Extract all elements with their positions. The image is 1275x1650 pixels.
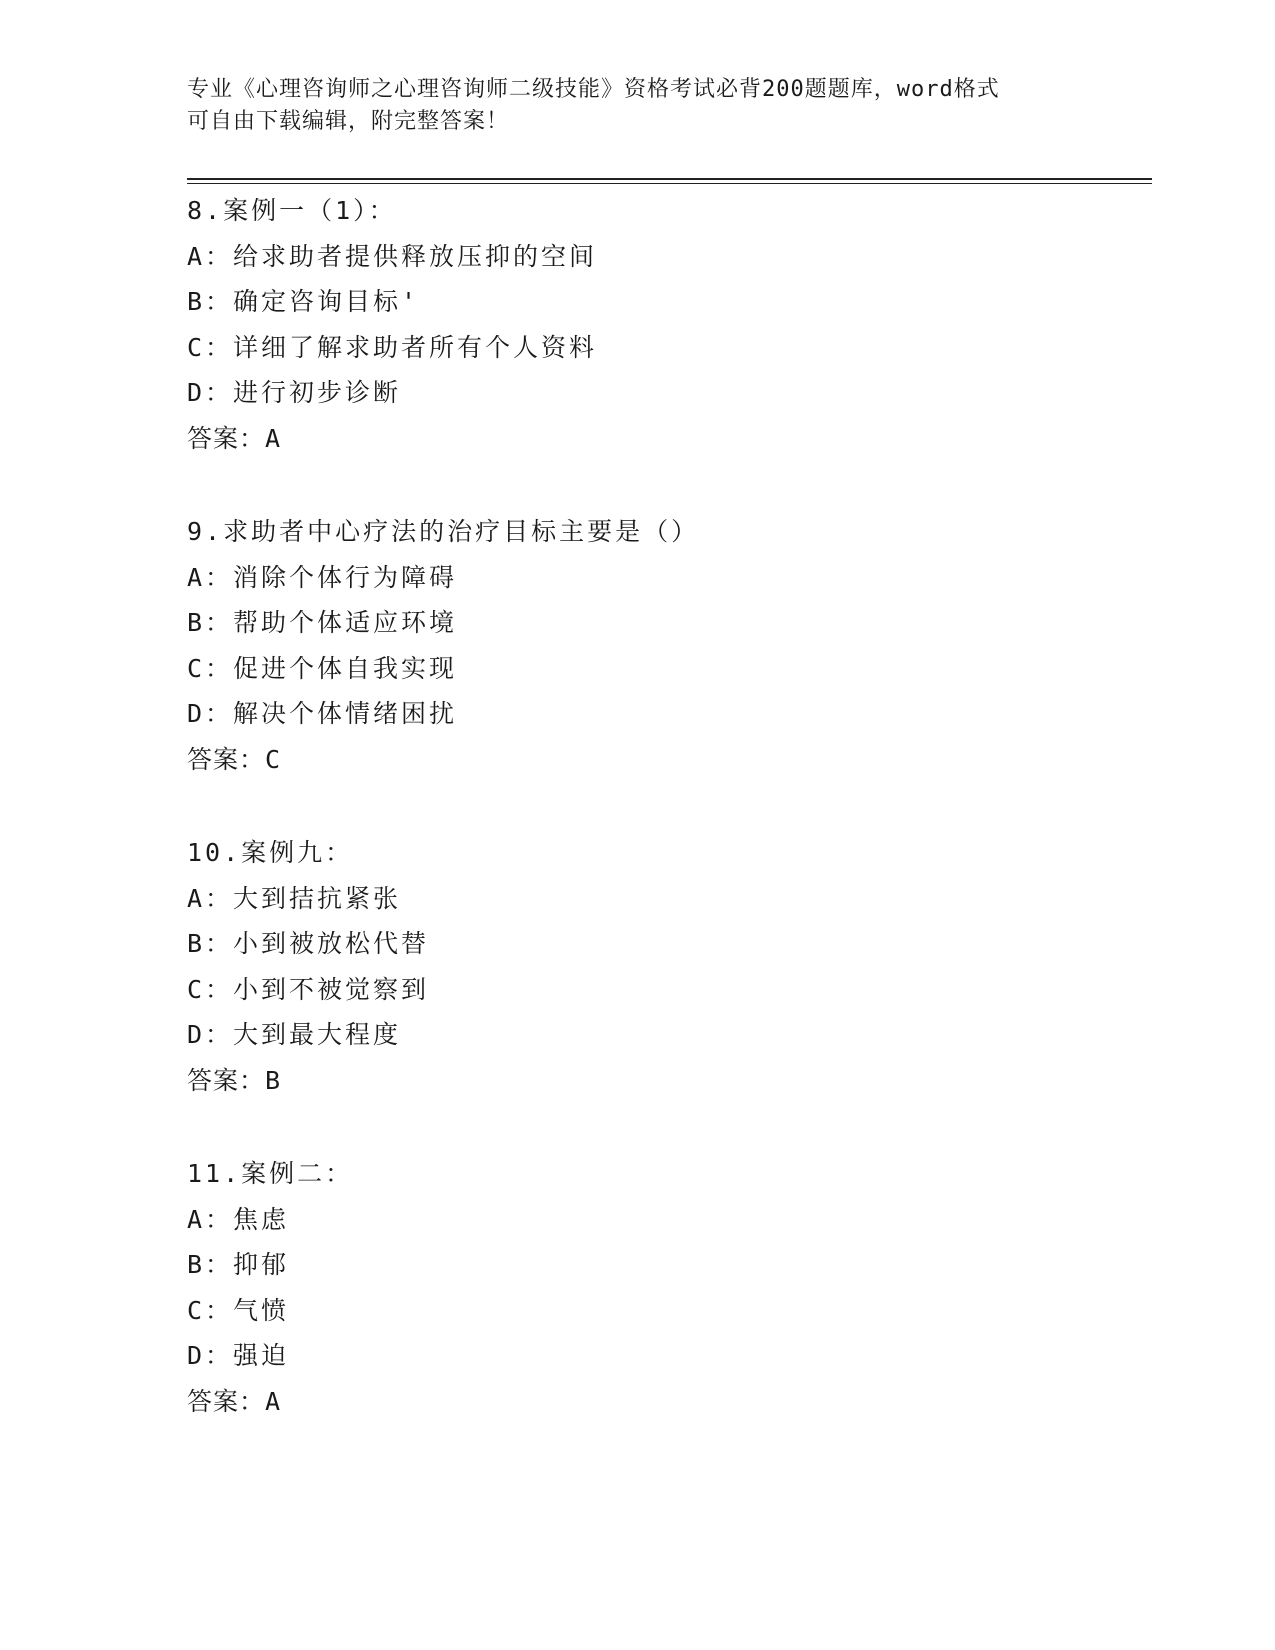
- answer-line: 答案：A: [187, 423, 282, 453]
- option-d: D：强迫: [187, 1341, 290, 1370]
- question-list: [187, 188, 1147, 1472]
- document-header: [187, 74, 1087, 138]
- option-a: A：大到拮抗紧张: [187, 883, 402, 913]
- question-stem: 11.案例二：: [187, 1159, 354, 1188]
- option-b: B：确定咨询目标': [187, 287, 420, 316]
- answer-line: 答案：B: [187, 1065, 282, 1095]
- option-c: C：详细了解求助者所有个人资料: [187, 332, 598, 362]
- header-divider-thin: [187, 183, 1152, 184]
- option-b: B：抑郁: [187, 1250, 290, 1279]
- answer-line: 答案：A: [187, 1386, 282, 1416]
- question-stem: 8.案例一（1）：: [187, 196, 397, 225]
- question-11: [187, 1151, 1147, 1424]
- option-d: D：进行初步诊断: [187, 378, 402, 407]
- option-d: D：大到最大程度: [187, 1020, 402, 1049]
- question-8: [187, 188, 1147, 461]
- header-divider-thick: [187, 178, 1152, 180]
- option-a: A：给求助者提供释放压抑的空间: [187, 241, 598, 271]
- header-line-1: 专业《心理咨询师之心理咨询师二级技能》资格考试必背200题题库，word格式: [187, 77, 1000, 102]
- question-10: [187, 830, 1147, 1103]
- option-c: C：促进个体自我实现: [187, 653, 458, 683]
- question-stem: 10.案例九：: [187, 838, 354, 867]
- question-9: [187, 509, 1147, 782]
- answer-line: 答案：C: [187, 744, 282, 774]
- header-line-2: 可自由下载编辑，附完整答案！: [187, 109, 510, 134]
- option-b: B：帮助个体适应环境: [187, 608, 458, 637]
- option-d: D：解决个体情绪困扰: [187, 699, 458, 728]
- option-c: C：气愤: [187, 1295, 290, 1325]
- option-a: A：消除个体行为障碍: [187, 562, 458, 592]
- option-a: A：焦虑: [187, 1204, 290, 1234]
- option-b: B：小到被放松代替: [187, 929, 430, 958]
- question-stem: 9.求助者中心疗法的治疗目标主要是（）: [187, 517, 700, 546]
- option-c: C：小到不被觉察到: [187, 974, 430, 1004]
